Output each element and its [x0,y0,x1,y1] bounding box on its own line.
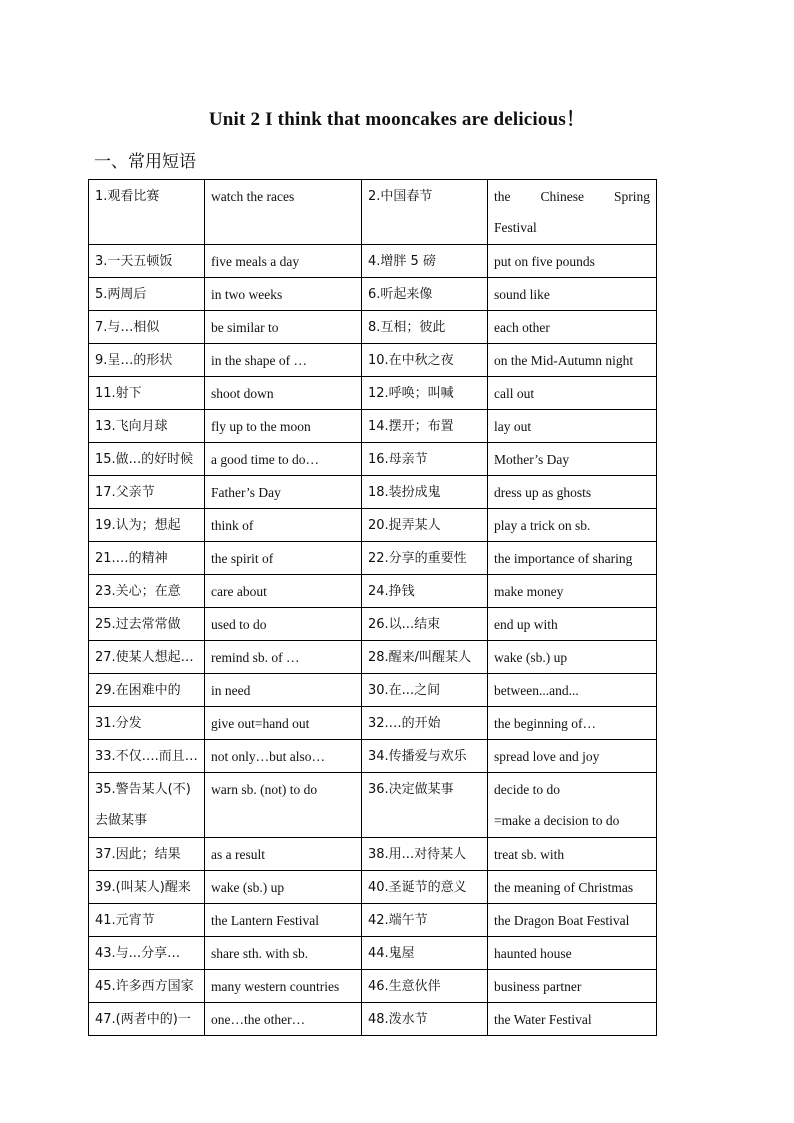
chinese-phrase-cell: 40.圣诞节的意义 [362,871,488,904]
table-row [89,542,657,575]
table-row [89,674,657,707]
table-row [89,773,657,838]
chinese-phrase-cell: 2.中国春节 [362,180,488,245]
chinese-phrase-cell: 19.认为；想起 [89,509,205,542]
table-row [89,904,657,937]
chinese-phrase-cell: 4.增胖 5 磅 [362,245,488,278]
english-phrase-cell: watch the races [205,180,362,245]
english-phrase-cell: decide to do =make a decision to do [488,773,657,838]
chinese-phrase-cell: 23.关心；在意 [89,575,205,608]
english-phrase-cell: play a trick on sb. [488,509,657,542]
english-phrase-cell: the Dragon Boat Festival [488,904,657,937]
english-phrase-cell: not only…but also… [205,740,362,773]
chinese-phrase-cell: 38.用...对待某人 [362,838,488,871]
chinese-phrase-cell: 5.两周后 [89,278,205,311]
table-row [89,344,657,377]
chinese-phrase-cell: 1.观看比赛 [89,180,205,245]
english-phrase-cell: Father’s Day [205,476,362,509]
english-phrase-cell: fly up to the moon [205,410,362,443]
chinese-phrase-cell: 3.一天五顿饭 [89,245,205,278]
section-heading: 一、常用短语 [94,152,196,172]
table-row [89,509,657,542]
chinese-phrase-cell: 7.与…相似 [89,311,205,344]
english-phrase-cell: in need [205,674,362,707]
chinese-phrase-cell: 22.分享的重要性 [362,542,488,575]
table-row [89,575,657,608]
chinese-phrase-cell: 15.做...的好时候 [89,443,205,476]
english-phrase-cell: be similar to [205,311,362,344]
chinese-phrase-cell: 9.呈…的形状 [89,344,205,377]
chinese-phrase-cell: 21.…的精神 [89,542,205,575]
table-row [89,377,657,410]
chinese-phrase-cell: 18.装扮成鬼 [362,476,488,509]
chinese-phrase-cell: 14.摆开；布置 [362,410,488,443]
english-phrase-cell: business partner [488,970,657,1003]
chinese-phrase-cell: 47.(两者中的)一 [89,1003,205,1036]
english-phrase-cell: a good time to do… [205,443,362,476]
chinese-phrase-cell: 36.决定做某事 [362,773,488,838]
english-phrase-cell: each other [488,311,657,344]
english-phrase-cell: wake (sb.) up [488,641,657,674]
table-row [89,1003,657,1036]
english-phrase-cell: dress up as ghosts [488,476,657,509]
table-row [89,707,657,740]
chinese-phrase-cell: 12.呼唤；叫喊 [362,377,488,410]
english-phrase-cell: the meaning of Christmas [488,871,657,904]
english-phrase-cell: the spirit of [205,542,362,575]
chinese-phrase-cell: 27.使某人想起… [89,641,205,674]
chinese-phrase-cell: 41.元宵节 [89,904,205,937]
english-phrase-cell: end up with [488,608,657,641]
page-title: Unit 2 I think that mooncakes are delicious！ [208,109,586,130]
english-phrase-cell: treat sb. with [488,838,657,871]
english-phrase-cell: sound like [488,278,657,311]
english-phrase-cell: the Chinese Spring Festival [488,180,657,245]
phrase-table [88,179,657,1036]
table-row [89,838,657,871]
table-row [89,871,657,904]
english-phrase-cell: Mother’s Day [488,443,657,476]
table-row [89,443,657,476]
english-phrase-cell: one…the other… [205,1003,362,1036]
english-phrase-cell: five meals a day [205,245,362,278]
english-phrase-cell: share sth. with sb. [205,937,362,970]
english-phrase-cell: put on five pounds [488,245,657,278]
chinese-phrase-cell: 32.…的开始 [362,707,488,740]
chinese-phrase-cell: 17.父亲节 [89,476,205,509]
english-phrase-cell: think of [205,509,362,542]
chinese-phrase-cell: 35.警告某人(不) 去做某事 [89,773,205,838]
english-phrase-cell: lay out [488,410,657,443]
chinese-phrase-cell: 44.鬼屋 [362,937,488,970]
english-phrase-cell: wake (sb.) up [205,871,362,904]
chinese-phrase-cell: 24.挣钱 [362,575,488,608]
table-row [89,278,657,311]
chinese-phrase-cell: 33.不仅….而且… [89,740,205,773]
chinese-phrase-cell: 25.过去常常做 [89,608,205,641]
english-phrase-cell: many western countries [205,970,362,1003]
chinese-phrase-cell: 8.互相；彼此 [362,311,488,344]
english-phrase-cell: the Water Festival [488,1003,657,1036]
chinese-phrase-cell: 26.以...结束 [362,608,488,641]
chinese-phrase-cell: 29.在困难中的 [89,674,205,707]
chinese-phrase-cell: 42.端午节 [362,904,488,937]
chinese-phrase-cell: 43.与...分享… [89,937,205,970]
table-row [89,311,657,344]
chinese-phrase-cell: 6.听起来像 [362,278,488,311]
english-phrase-cell: on the Mid-Autumn night [488,344,657,377]
chinese-phrase-cell: 30.在...之间 [362,674,488,707]
english-phrase-cell: make money [488,575,657,608]
chinese-phrase-cell: 31.分发 [89,707,205,740]
chinese-phrase-cell: 48.泼水节 [362,1003,488,1036]
chinese-phrase-cell: 37.因此；结果 [89,838,205,871]
english-phrase-cell: as a result [205,838,362,871]
table-row [89,608,657,641]
table-row [89,180,657,245]
english-phrase-cell: shoot down [205,377,362,410]
english-phrase-cell: the Lantern Festival [205,904,362,937]
table-row [89,410,657,443]
chinese-phrase-cell: 20.捉弄某人 [362,509,488,542]
table-row [89,245,657,278]
english-phrase-cell: call out [488,377,657,410]
table-row [89,641,657,674]
chinese-phrase-cell: 45.许多西方国家 [89,970,205,1003]
chinese-phrase-cell: 11.射下 [89,377,205,410]
english-phrase-cell: in two weeks [205,278,362,311]
english-phrase-cell: haunted house [488,937,657,970]
english-phrase-cell: between...and... [488,674,657,707]
chinese-phrase-cell: 28.醒来/叫醒某人 [362,641,488,674]
chinese-phrase-cell: 46.生意伙伴 [362,970,488,1003]
english-phrase-cell: warn sb. (not) to do [205,773,362,838]
english-phrase-cell: care about [205,575,362,608]
table-row [89,937,657,970]
chinese-phrase-cell: 39.(叫某人)醒来 [89,871,205,904]
chinese-phrase-cell: 16.母亲节 [362,443,488,476]
english-phrase-cell: give out=hand out [205,707,362,740]
table-row [89,970,657,1003]
english-phrase-cell: the beginning of… [488,707,657,740]
english-phrase-cell: in the shape of … [205,344,362,377]
english-phrase-cell: used to do [205,608,362,641]
chinese-phrase-cell: 13.飞向月球 [89,410,205,443]
english-phrase-cell: remind sb. of … [205,641,362,674]
english-phrase-cell: spread love and joy [488,740,657,773]
chinese-phrase-cell: 10.在中秋之夜 [362,344,488,377]
english-phrase-cell: the importance of sharing [488,542,657,575]
chinese-phrase-cell: 34.传播爱与欢乐 [362,740,488,773]
table-row [89,740,657,773]
table-row [89,476,657,509]
